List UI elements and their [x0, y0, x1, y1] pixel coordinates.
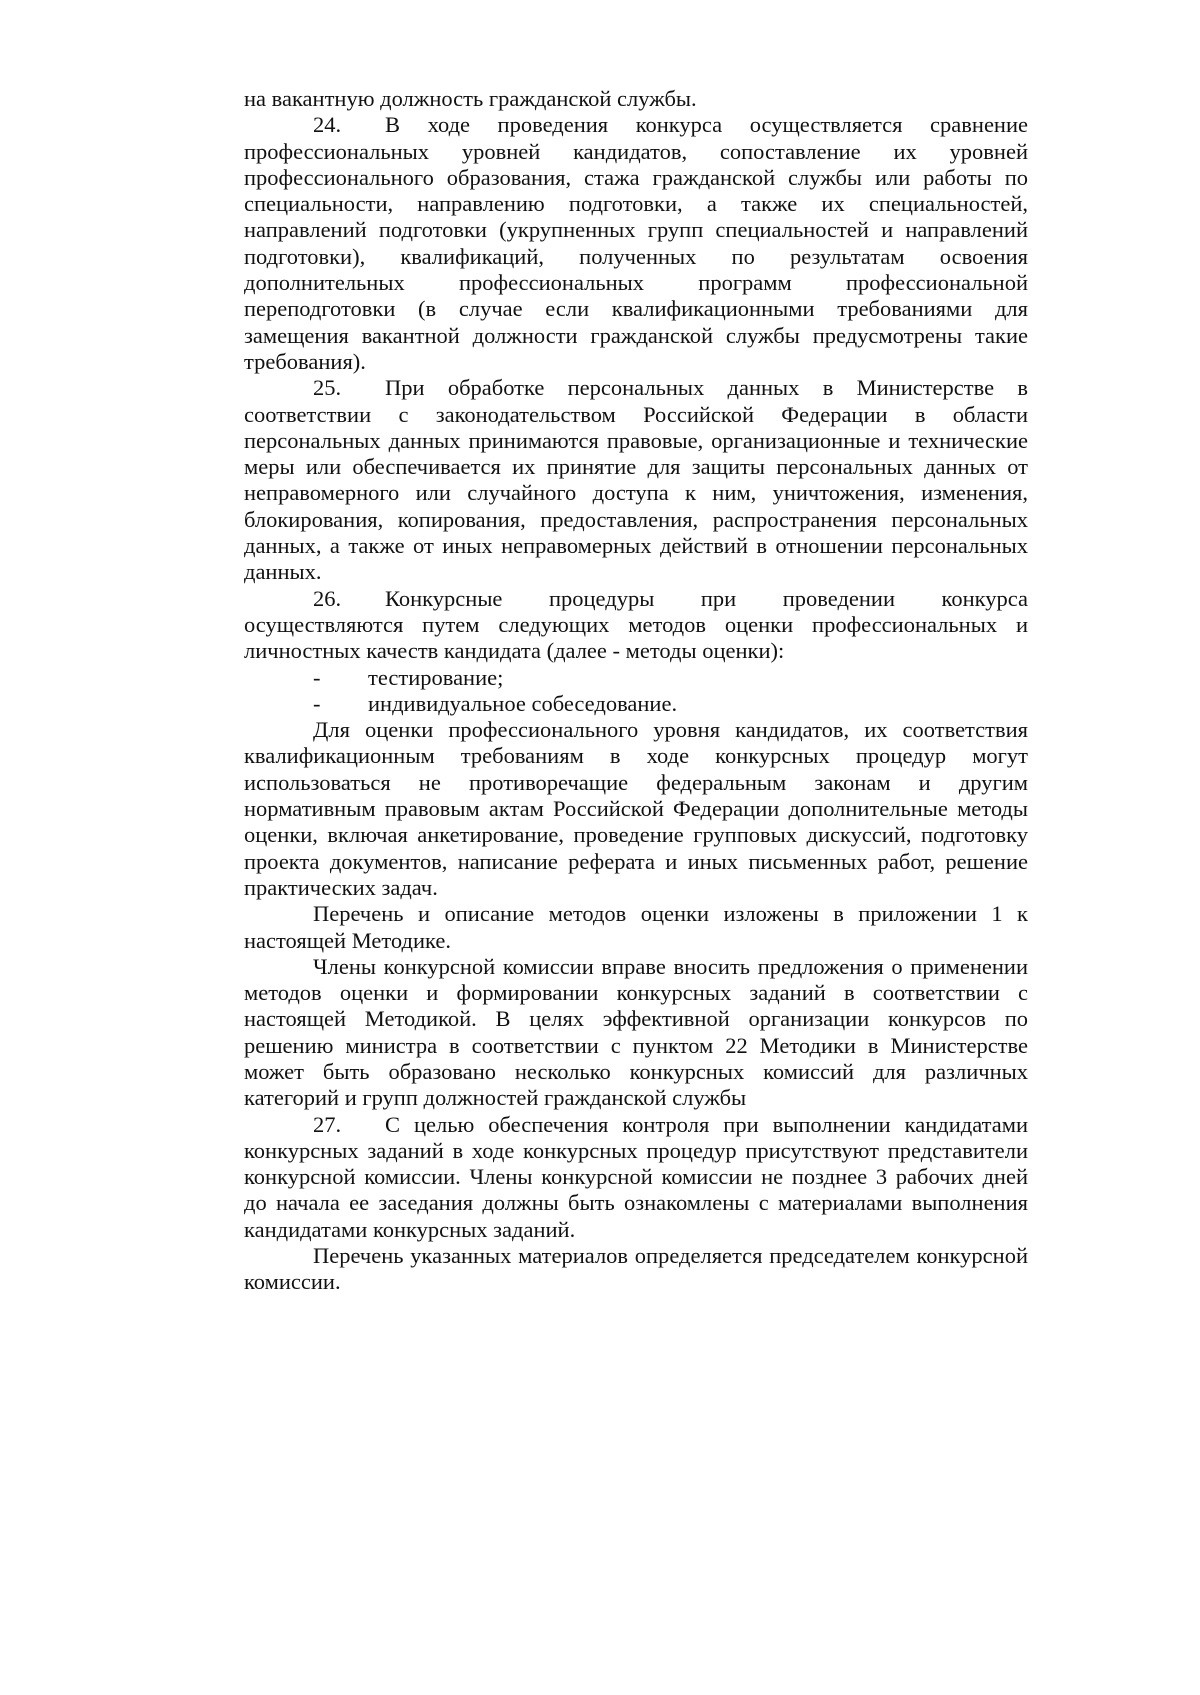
paragraph-text: В ходе проведения конкурса осуществляется сравнение профессиональных уровней кандидатов, сопоставление их уровней профессионального образования, стажа гражданской службы или работы по специальности, направлению подготовки, а также их специальностей, направлений подготовки (укрупненных групп специальностей и направлений подготовки), квалификаций, полученных по результатам освоения дополнительных профессиональных программ профессиональной переподготовки (в случае если квалификационными требованиями для замещения вакантной должности гражданской службы предусмотрены такие требования). — [244, 112, 1028, 374]
list-item-text: тестирование; — [368, 664, 504, 690]
paragraph-continuation: на вакантную должность гражданской службы. — [244, 86, 697, 111]
list-dash: - — [313, 664, 321, 690]
paragraph-methods-list: Перечень и описание методов оценки изложены в приложении 1 к настоящей Методике. — [244, 901, 1028, 953]
paragraph-number: 24. — [313, 112, 342, 138]
paragraph-text: С целью обеспечения контроля при выполнении кандидатами конкурсных заданий в ходе конкурсных процедур присутствуют представители конкурсной комиссии. Члены конкурсной комиссии не позднее 3 рабочих дней до начала ее заседания должны быть ознакомлены с материалами выполнения кандидатами конкурсных заданий. — [244, 1111, 1028, 1242]
paragraph-commission-members: Члены конкурсной комиссии вправе вносить предложения о применении методов оценки и формировании конкурсных заданий в соответствии с настоящей Методикой. В целях эффективной организации конкурсов по решению министра в соответствии с пунктом 22 Методики в Министерстве может быть образовано несколько конкурсных комиссий для различных категорий и групп должностей гражданской службы — [244, 953, 1028, 1111]
paragraph-text: Конкурсные процедуры при проведении конкурса осуществляются путем следующих методов оценки профессиональных и личностных качеств кандидата (далее - методы оценки): — [244, 585, 1028, 664]
paragraph-24 — [244, 112, 1028, 375]
list-dash: - — [313, 690, 321, 716]
list-item — [244, 665, 1028, 691]
paragraph-25 — [244, 375, 1028, 585]
paragraph-text: При обработке персональных данных в Министерстве в соответствии с законодательством Российской Федерации в области персональных данных принимаются правовые, организационные и технические меры или обеспечивается их принятие для защиты персональных данных от неправомерного или случайного доступа к ним, уничтожения, изменения, блокирования, копирования, предоставления, распространения персональных данных, а также от иных неправомерных действий в отношении персональных данных. — [244, 375, 1028, 585]
list-item-text: индивидуальное собеседование. — [368, 690, 678, 716]
paragraph-26 — [244, 586, 1028, 665]
paragraph-number: 26. — [313, 585, 342, 611]
paragraph-materials-list: Перечень указанных материалов определяется председателем конкурсной комиссии. — [244, 1243, 1028, 1295]
paragraph-number: 25. — [313, 375, 342, 401]
paragraph-additional-methods: Для оценки профессионального уровня кандидатов, их соответствия квалификационным требованиям в ходе конкурсных процедур могут использоваться не противоречащие федеральным законам и другим нормативным правовым актам Российской Федерации дополнительные методы оценки, включая анкетирование, проведение групповых дискуссий, подготовку проекта документов, написание реферата и иных письменных работ, решение практических задач. — [244, 717, 1028, 900]
paragraph-number: 27. — [313, 1111, 342, 1137]
list-item — [244, 691, 1028, 717]
document-page — [244, 86, 1028, 1296]
paragraph-27 — [244, 1112, 1028, 1243]
